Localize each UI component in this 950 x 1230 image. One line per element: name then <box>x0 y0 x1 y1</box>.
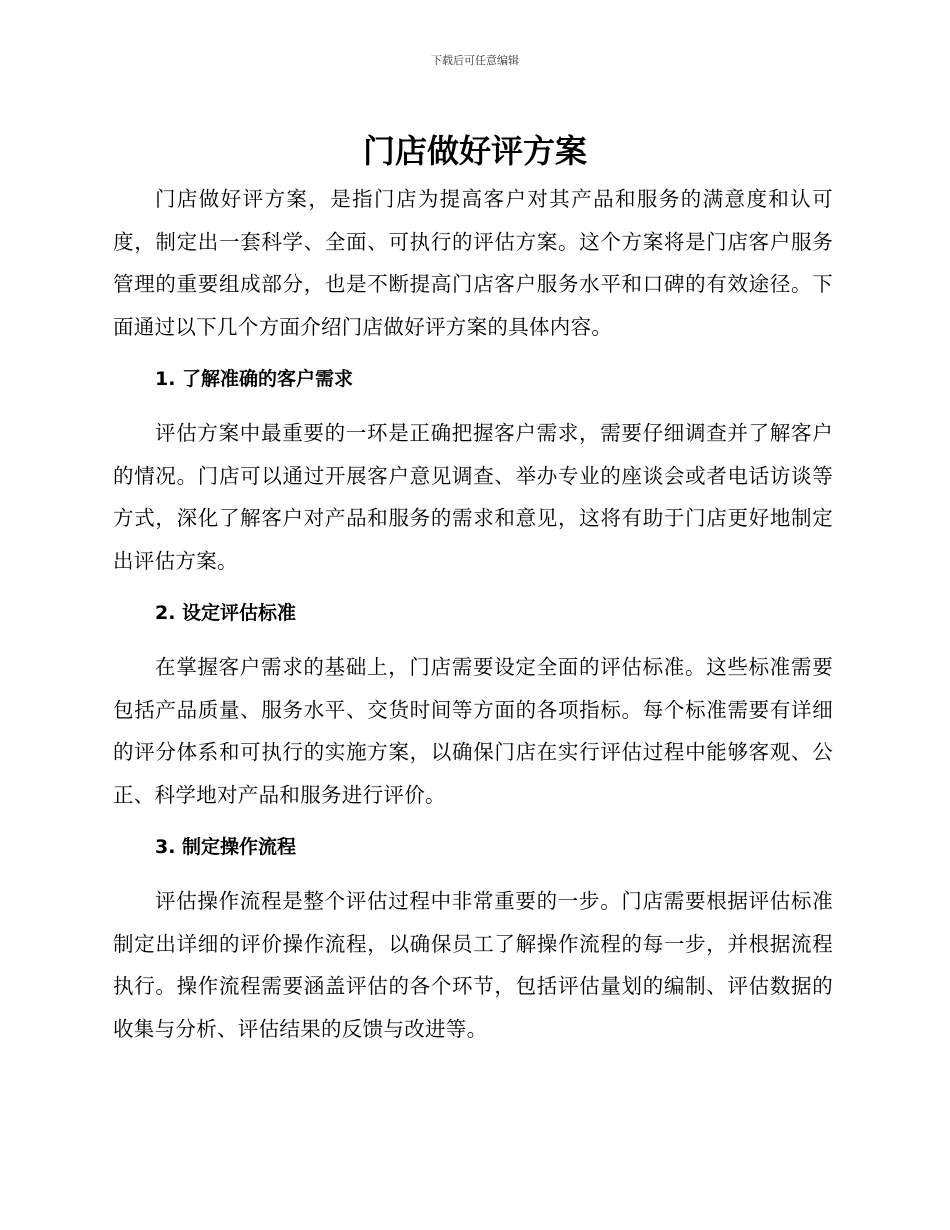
section-heading: 2. 设定评估标准 <box>155 602 297 624</box>
section-paragraph: 评估方案中最重要的一环是正确把握客户需求，需要仔细调查并了解客户的情况。门店可以通过开展客户意见调查、举办专业的座谈会或者电话访谈等方式，深化了解客户对产品和服务的需求和意见，这将有助于门店更好地制定出评估方案。 <box>113 421 833 573</box>
page-title: 门店做好评方案 <box>362 132 587 170</box>
section-1 <box>113 358 833 582</box>
section-2 <box>113 592 833 816</box>
section-paragraph: 评估操作流程是整个评估过程中非常重要的一步。门店需要根据评估标准制定出详细的评价操作流程，以确保员工了解操作流程的每一步，并根据流程执行。操作流程需要涵盖评估的各个环节，包括评估量划的编制、评估数据的收集与分析、评估结果的反馈与改进等。 <box>113 889 833 1041</box>
section-3 <box>113 826 833 1050</box>
page-header-note: 下载后可任意编辑 <box>431 54 519 67</box>
section-heading: 1. 了解准确的客户需求 <box>155 368 354 390</box>
intro-paragraph: 门店做好评方案，是指门店为提高客户对其产品和服务的满意度和认可度，制定出一套科学、全面、可执行的评估方案。这个方案将是门店客户服务管理的重要组成部分，也是不断提高门店客户服务水平和口碑的有效途径。下面通过以下几个方面介绍门店做好评方案的具体内容。 <box>113 187 833 339</box>
section-heading: 3. 制定操作流程 <box>155 836 297 858</box>
document-body <box>113 178 833 1050</box>
section-paragraph: 在掌握客户需求的基础上，门店需要设定全面的评估标准。这些标准需要包括产品质量、服务水平、交货时间等方面的各项指标。每个标准需要有详细的评分体系和可执行的实施方案，以确保门店在实行评估过程中能够客观、公正、科学地对产品和服务进行评价。 <box>113 655 833 807</box>
